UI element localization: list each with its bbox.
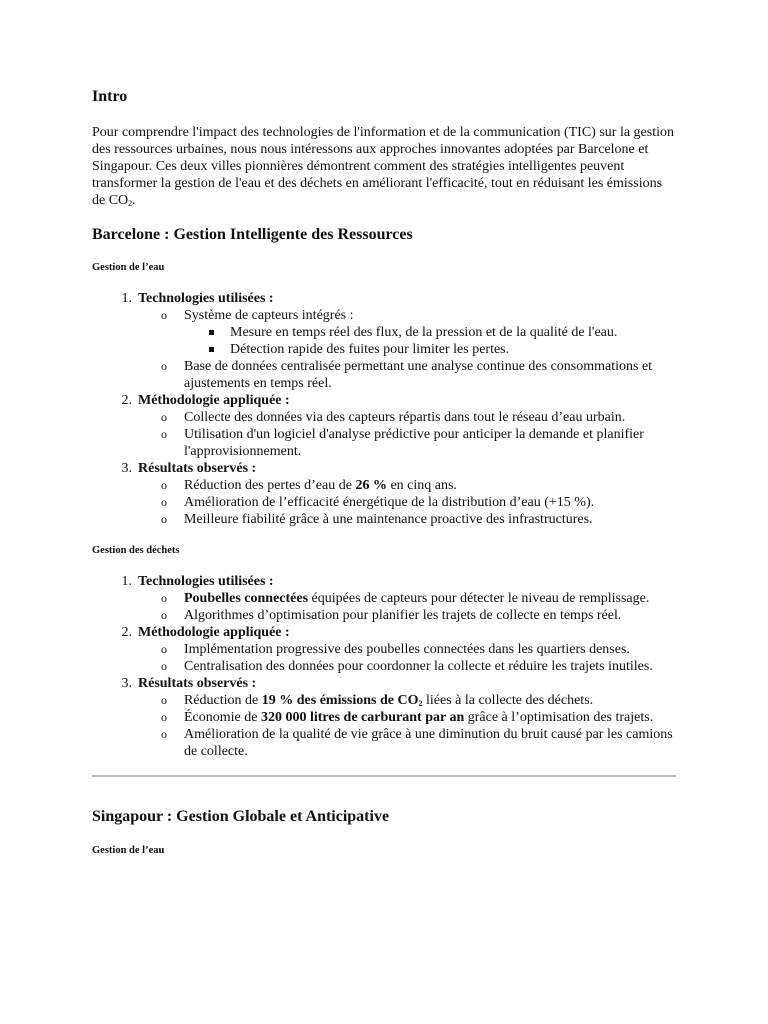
sub-item-text: Réduction de <box>184 693 262 708</box>
circle-bullet-icon: o <box>161 710 167 724</box>
sub-list <box>138 641 676 675</box>
sub-list-item <box>138 426 676 460</box>
barcelone-waste-heading: Gestion des déchets <box>92 545 180 556</box>
list-item <box>92 675 676 760</box>
sub-list-item <box>138 307 676 358</box>
sub-item-text-end: en cinq ans. <box>386 478 457 493</box>
sub-sub-item-text: Mesure en temps réel des flux, de la pression et de la qualité de l'eau. <box>230 325 618 340</box>
sub-item-bold-text: 19 % des émissions de CO <box>261 693 419 708</box>
circle-bullet-icon: o <box>161 591 167 605</box>
sub-list <box>138 409 676 460</box>
list-number: 2. <box>121 393 132 408</box>
circle-bullet-icon: o <box>161 512 167 526</box>
square-bullet-icon <box>209 347 214 352</box>
sub-list <box>138 307 676 392</box>
circle-bullet-icon: o <box>161 608 167 622</box>
intro-paragraph-end: . <box>132 193 136 208</box>
co2-subscript: 2 <box>418 699 423 708</box>
sub-sub-list-item <box>184 341 676 358</box>
circle-bullet-icon: o <box>161 359 167 373</box>
sub-item-text: Amélioration de l’efficacité énergétique de la distribution d’eau (+15 %). <box>184 495 595 510</box>
circle-bullet-icon: o <box>161 427 167 441</box>
sub-list-item <box>138 658 676 675</box>
list-item-label: Méthodologie appliquée : <box>138 625 290 640</box>
sub-list-item <box>138 692 676 709</box>
barcelone-waste-list <box>92 573 676 760</box>
sub-item-bold: 320 000 litres de carburant par an <box>260 710 465 725</box>
singapour-water-heading: Gestion de l’eau <box>92 845 165 856</box>
sub-item-text: Économie de <box>184 710 261 725</box>
list-item-label: Technologies utilisées : <box>138 574 274 589</box>
barcelone-water-list <box>92 290 676 528</box>
list-item <box>92 624 676 675</box>
sub-item-text: Réduction des pertes d’eau de <box>184 478 356 493</box>
sub-list-item <box>138 477 676 494</box>
circle-bullet-icon: o <box>161 410 167 424</box>
sub-list-item <box>138 358 676 392</box>
list-number: 1. <box>121 574 132 589</box>
sub-list-item <box>138 511 676 528</box>
sub-list-item <box>138 709 676 726</box>
sub-item-text: Centralisation des données pour coordonner la collecte et réduire les trajets inutiles. <box>184 659 653 674</box>
sub-sub-list-item <box>184 324 676 341</box>
sub-list-item <box>138 607 676 624</box>
square-bullet-icon <box>209 330 214 335</box>
sub-list <box>138 477 676 528</box>
sub-list-item <box>138 641 676 658</box>
sub-list-item <box>138 590 676 607</box>
sub-item-text: Implémentation progressive des poubelles connectées dans les quartiers denses. <box>184 642 630 657</box>
sub-item-bold: Poubelles connectées <box>184 591 309 606</box>
list-item-label: Technologies utilisées : <box>138 291 274 306</box>
list-item-label: Méthodologie appliquée : <box>138 393 290 408</box>
intro-paragraph-text: Pour comprendre l'impact des technologies de l'information et de la communication (TIC) sur la gestion des ressources urbaines, nous nous intéressons aux approches innovantes adoptées par Barcelone et Singapour. Ces deux villes pionnières démontrent comment des stratégies intelligentes peuvent transformer la gestion de l'eau et des déchets en améliorant l'efficacité, tout en réduisant les émissions de CO <box>92 125 674 208</box>
list-number: 2. <box>121 625 132 640</box>
intro-paragraph <box>92 124 676 209</box>
sub-item-text: Utilisation d'un logiciel d'analyse prédictive pour anticiper la demande et planifier l'approvisionnement. <box>184 427 644 459</box>
list-item <box>92 290 676 392</box>
sub-list <box>138 590 676 624</box>
sub-item-text: Algorithmes d’optimisation pour planifier les trajets de collecte en temps réel. <box>184 608 622 623</box>
circle-bullet-icon: o <box>161 659 167 673</box>
list-number: 3. <box>121 676 132 691</box>
circle-bullet-icon: o <box>161 693 167 707</box>
sub-item-text-end: grâce à l’optimisation des trajets. <box>464 710 654 725</box>
sub-item-text-end: liées à la collecte des déchets. <box>422 693 594 708</box>
sub-item-text: Amélioration de la qualité de vie grâce à une diminution du bruit causé par les camions de collecte. <box>184 727 673 759</box>
sub-item-bold: 26 % <box>355 478 387 493</box>
sub-item-bold <box>262 693 423 708</box>
list-item-label: Résultats observés : <box>138 676 257 691</box>
list-number: 3. <box>121 461 132 476</box>
circle-bullet-icon: o <box>161 727 167 741</box>
circle-bullet-icon: o <box>161 495 167 509</box>
sub-item-text-end: équipées de capteurs pour détecter le niveau de remplissage. <box>308 591 650 606</box>
sub-item-text: Meilleure fiabilité grâce à une maintenance proactive des infrastructures. <box>184 512 593 527</box>
sub-sub-item-text: Détection rapide des fuites pour limiter les pertes. <box>230 342 510 357</box>
barcelone-heading: Barcelone : Gestion Intelligente des Ressources <box>92 226 413 243</box>
sub-list-item <box>138 494 676 511</box>
sub-list-item <box>138 409 676 426</box>
circle-bullet-icon: o <box>161 642 167 656</box>
sub-item-text: Système de capteurs intégrés : <box>184 308 354 323</box>
sub-list-item <box>138 726 676 760</box>
list-number: 1. <box>121 291 132 306</box>
list-item <box>92 392 676 460</box>
singapour-heading: Singapour : Gestion Globale et Anticipative <box>92 808 390 825</box>
intro-heading: Intro <box>92 88 128 105</box>
circle-bullet-icon: o <box>161 478 167 492</box>
list-item <box>92 573 676 624</box>
barcelone-water-heading: Gestion de l’eau <box>92 262 165 273</box>
list-item-label: Résultats observés : <box>138 461 257 476</box>
horizontal-rule <box>92 775 676 777</box>
sub-item-text: Collecte des données via des capteurs répartis dans tout le réseau d’eau urbain. <box>184 410 626 425</box>
sub-item-text: Base de données centralisée permettant une analyse continue des consommations et ajustements en temps réel. <box>184 359 653 391</box>
sub-sub-list <box>184 324 676 358</box>
list-item <box>92 460 676 528</box>
sub-list <box>138 692 676 760</box>
co2-subscript: 2 <box>128 199 133 208</box>
circle-bullet-icon: o <box>161 308 167 322</box>
